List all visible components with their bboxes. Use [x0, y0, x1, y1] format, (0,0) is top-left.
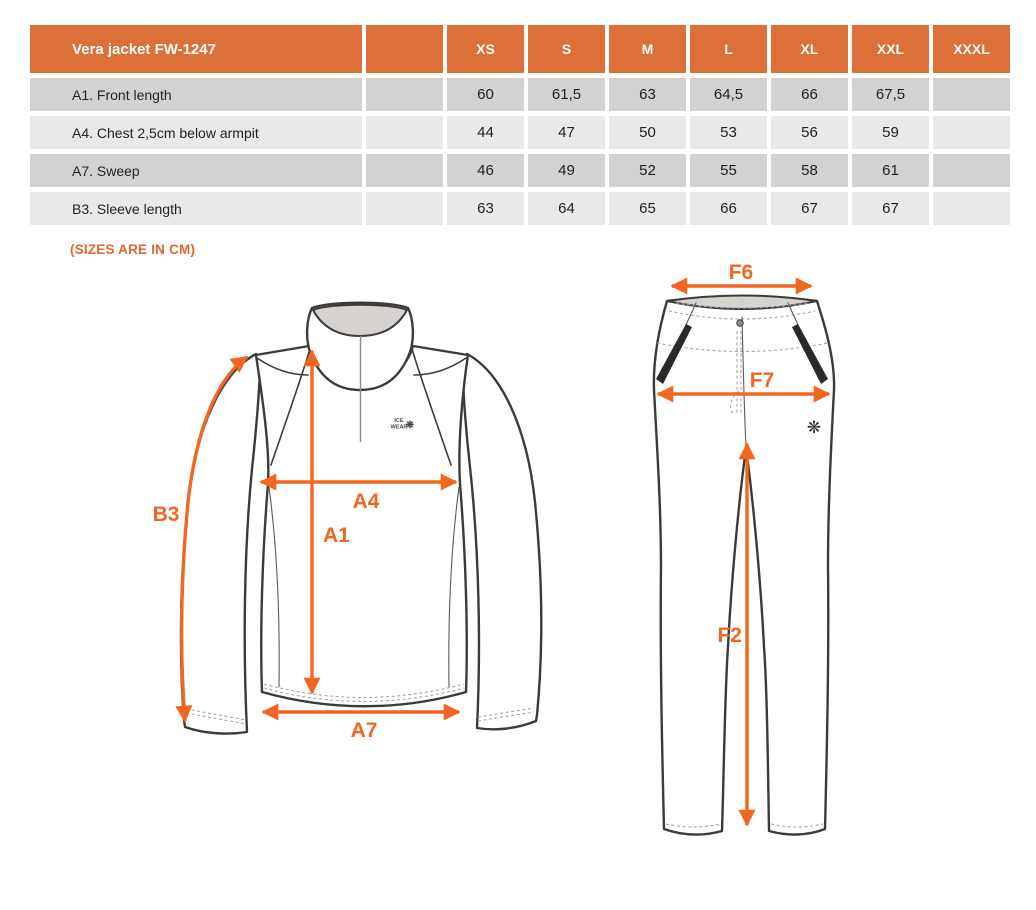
- cell-value: 64,5: [690, 78, 767, 111]
- size-table-header-row: [30, 25, 1010, 73]
- snowflake-icon: ❋: [806, 418, 822, 437]
- cell-value: [933, 154, 1010, 187]
- col-header-xl: XL: [771, 25, 848, 73]
- cell-value: 64: [528, 192, 605, 225]
- cell-value: 61,5: [528, 78, 605, 111]
- cell-value: 66: [690, 192, 767, 225]
- col-header-l: L: [690, 25, 767, 73]
- jacket-left-sleeve: [181, 354, 260, 734]
- cell-value: 46: [447, 154, 524, 187]
- col-header-xxl: XXL: [852, 25, 929, 73]
- cell-value: [933, 116, 1010, 149]
- cell-value: 67,5: [852, 78, 929, 111]
- row-label: B3. Sleeve length: [30, 192, 362, 225]
- table-header-spacer: [366, 25, 443, 73]
- sizes-unit-note: (SIZES ARE IN CM): [70, 242, 196, 257]
- table-row-front-length: [30, 78, 1010, 111]
- cell-value: 53: [690, 116, 767, 149]
- a1-label: A1: [323, 524, 350, 547]
- cell-value: 47: [528, 116, 605, 149]
- cell-value: 66: [771, 78, 848, 111]
- row-label: A1. Front length: [30, 78, 362, 111]
- cell-value: 65: [609, 192, 686, 225]
- f2-label: F2: [717, 624, 742, 647]
- table-row-sweep: [30, 154, 1010, 187]
- pants-diagram: [654, 261, 834, 835]
- jacket-body: [256, 346, 468, 706]
- waist-button: [737, 320, 743, 326]
- cell-value: 67: [852, 192, 929, 225]
- logo-text-line1: ICE: [394, 418, 404, 424]
- cell-value: 56: [771, 116, 848, 149]
- cell-value: 67: [771, 192, 848, 225]
- table-title: Vera jacket FW-1247: [30, 25, 362, 73]
- jacket-diagram: [153, 303, 542, 742]
- cell-value: [933, 192, 1010, 225]
- cell-value: 58: [771, 154, 848, 187]
- table-row-sleeve-length: [30, 192, 1010, 225]
- f6-label: F6: [728, 261, 754, 284]
- measurement-diagrams: [0, 257, 1036, 877]
- col-header-m: M: [609, 25, 686, 73]
- size-table: [26, 20, 1014, 230]
- snowflake-icon: ❋: [405, 420, 415, 431]
- cell-value: 61: [852, 154, 929, 187]
- cell-value: 63: [447, 192, 524, 225]
- table-row-chest: [30, 116, 1010, 149]
- col-header-xs: XS: [447, 25, 524, 73]
- cell-value: [933, 78, 1010, 111]
- row-label: A4. Chest 2,5cm below armpit: [30, 116, 362, 149]
- a4-label: A4: [352, 490, 380, 513]
- row-spacer: [366, 192, 443, 225]
- cell-value: 55: [690, 154, 767, 187]
- row-spacer: [366, 154, 443, 187]
- cell-value: 63: [609, 78, 686, 111]
- col-header-xxxl: XXXL: [933, 25, 1010, 73]
- cell-value: 49: [528, 154, 605, 187]
- col-header-s: S: [528, 25, 605, 73]
- cell-value: 59: [852, 116, 929, 149]
- row-spacer: [366, 116, 443, 149]
- row-label: A7. Sweep: [30, 154, 362, 187]
- cell-value: 60: [447, 78, 524, 111]
- jacket-brand-logo: [391, 418, 415, 431]
- logo-text-line2: WEAR: [390, 424, 408, 431]
- a7-label: A7: [350, 719, 378, 742]
- f7-label: F7: [749, 369, 775, 392]
- cell-value: 52: [609, 154, 686, 187]
- b3-label: B3: [152, 503, 180, 526]
- row-spacer: [366, 78, 443, 111]
- cell-value: 44: [447, 116, 524, 149]
- jacket-right-sleeve: [463, 354, 541, 729]
- cell-value: 50: [609, 116, 686, 149]
